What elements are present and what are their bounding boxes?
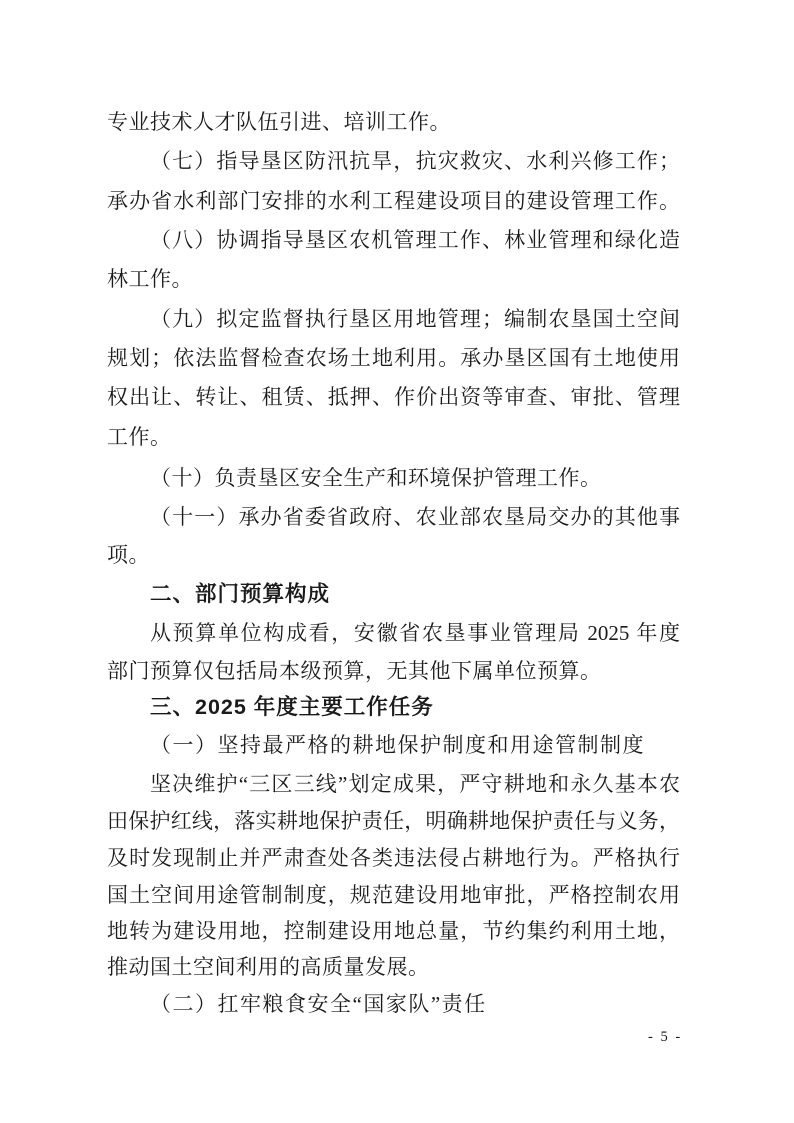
body-line: 田保护红线，落实耕地保护责任，明确耕地保护责任与义务， — [107, 809, 680, 833]
subsection-heading-1: （一）坚持最严格的耕地保护制度和用途管制制度 — [150, 733, 645, 757]
body-line: 工作。 — [107, 425, 172, 449]
section-heading-3: 三、2025 年度主要工作任务 — [150, 695, 434, 719]
body-line: （十）负责垦区安全生产和环境保护管理工作。 — [150, 466, 602, 490]
body-line: 推动国土空间利用的高质量发展。 — [107, 955, 430, 979]
body-line: （七）指导垦区防汛抗旱，抗灾救灾、水利兴修工作； — [150, 149, 680, 173]
body-line: 规划；依法监督检查农场土地利用。承办垦区国有土地使用 — [107, 346, 680, 370]
body-line: 专业技术人才队伍引进、培训工作。 — [107, 110, 451, 134]
body-line: 权出让、转让、租赁、抵押、作价出资等审查、审批、管理 — [107, 385, 680, 409]
body-line: 国土空间用途管制制度，规范建设用地审批，严格控制农用 — [107, 883, 680, 907]
page-number: - 5 - — [648, 1029, 683, 1045]
body-line: 承办省水利部门安排的水利工程建设项目的建设管理工作。 — [107, 189, 680, 213]
body-line: （八）协调指导垦区农机管理工作、林业管理和绿化造 — [150, 228, 680, 252]
body-line: 及时发现制止并严肃查处各类违法侵占耕地行为。严格执行 — [107, 846, 680, 870]
subsection-heading-2: （二）扛牢粮食安全“国家队”责任 — [150, 992, 487, 1016]
body-line: 林工作。 — [107, 267, 193, 291]
section-heading-2: 二、部门预算构成 — [150, 582, 331, 606]
body-line: 坚决维护“三区三线”划定成果，严守耕地和永久基本农 — [150, 772, 680, 796]
body-line: 部门预算仅包括局本级预算，无其他下属单位预算。 — [107, 659, 602, 683]
body-line: 项。 — [107, 543, 150, 567]
body-line: 地转为建设用地，控制建设用地总量，节约集约利用土地， — [107, 919, 680, 943]
body-line: 从预算单位构成看，安徽省农垦事业管理局 2025 年度 — [150, 621, 680, 645]
body-line: （九）拟定监督执行垦区用地管理；编制农垦国土空间 — [150, 307, 680, 331]
body-line: （十一）承办省委省政府、农业部农垦局交办的其他事 — [150, 505, 680, 529]
